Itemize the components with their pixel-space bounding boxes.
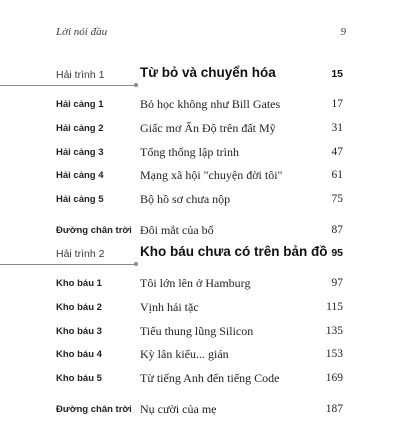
chapter-title: Tôi lớn lên ở Hamburg bbox=[140, 276, 251, 290]
part-label: Hải trình 2 bbox=[56, 248, 105, 260]
running-header-page-number: 9 bbox=[340, 26, 346, 38]
part-title: Kho báu chưa có trên bản đồ bbox=[140, 244, 328, 259]
chapter-label: Hải cảng 5 bbox=[56, 194, 104, 206]
closing-page-number: 187 bbox=[325, 402, 343, 415]
chapter-page-number: 31 bbox=[331, 121, 343, 134]
running-header-title: Lời nói đầu bbox=[56, 26, 108, 38]
chapter-title: Bỏ học không như Bill Gates bbox=[140, 97, 281, 111]
chapter-label: Kho báu 3 bbox=[56, 325, 102, 337]
toc-part-1 bbox=[0, 64, 400, 246]
chapter-title: Tiểu thung lũng Silicon bbox=[140, 323, 254, 338]
chapter-entry[interactable] bbox=[0, 96, 400, 120]
chapter-page-number: 97 bbox=[331, 277, 343, 289]
chapter-entry[interactable] bbox=[0, 370, 400, 394]
closing-entry[interactable] bbox=[0, 401, 400, 425]
chapter-entry[interactable] bbox=[0, 346, 400, 370]
chapter-page-number: 153 bbox=[325, 348, 343, 361]
closing-title: Đôi mắt của bố bbox=[140, 222, 214, 237]
toc-part-2 bbox=[0, 243, 400, 425]
chapter-page-number: 115 bbox=[326, 300, 343, 313]
chapter-label: Hải cảng 3 bbox=[56, 146, 104, 158]
chapter-entry[interactable] bbox=[0, 299, 400, 323]
part-page-number: 95 bbox=[331, 247, 343, 259]
chapter-page-number: 169 bbox=[325, 372, 343, 385]
part-divider-dot bbox=[134, 262, 138, 266]
chapter-entry[interactable] bbox=[0, 167, 400, 191]
chapter-list bbox=[0, 96, 400, 246]
chapter-title: Từ tiếng Anh đến tiếng Code bbox=[140, 371, 280, 386]
chapter-entry[interactable] bbox=[0, 144, 400, 168]
chapter-entry[interactable] bbox=[0, 275, 400, 299]
part-heading[interactable] bbox=[0, 64, 400, 90]
part-label: Hải trình 1 bbox=[56, 69, 105, 81]
part-divider-dot bbox=[134, 83, 138, 87]
chapter-label: Kho báu 4 bbox=[56, 349, 102, 361]
chapter-page-number: 61 bbox=[331, 169, 343, 182]
chapter-label: Kho báu 2 bbox=[56, 301, 102, 313]
chapter-title: Bộ hồ sơ chưa nộp bbox=[140, 192, 231, 207]
chapter-title: Tổng thống lập trình bbox=[140, 144, 239, 159]
part-heading[interactable] bbox=[0, 243, 400, 269]
closing-title: Nụ cười của mẹ bbox=[140, 401, 217, 416]
chapter-label: Hải cảng 1 bbox=[56, 99, 104, 110]
part-title: Từ bỏ và chuyển hóa bbox=[140, 65, 276, 80]
closing-label: Đường chân trời bbox=[56, 224, 132, 236]
chapter-page-number: 47 bbox=[331, 145, 343, 158]
part-page-number: 15 bbox=[331, 68, 343, 80]
chapter-title: Giấc mơ Ấn Độ trên đất Mỹ bbox=[140, 120, 276, 135]
chapter-page-number: 135 bbox=[325, 324, 343, 337]
chapter-label: Hải cảng 4 bbox=[56, 170, 104, 182]
chapter-entry[interactable] bbox=[0, 323, 400, 347]
part-divider-line bbox=[0, 264, 136, 265]
chapter-label: Hải cảng 2 bbox=[56, 122, 104, 134]
chapter-title: Kỳ lân kiểu... gián bbox=[140, 347, 229, 362]
chapter-page-number: 75 bbox=[331, 193, 343, 206]
chapter-list bbox=[0, 275, 400, 425]
closing-page-number: 87 bbox=[331, 223, 343, 236]
chapter-title: Mạng xã hội "chuyện đời tôi" bbox=[140, 168, 283, 183]
closing-label: Đường chân trời bbox=[56, 403, 132, 415]
chapter-entry[interactable] bbox=[0, 120, 400, 144]
chapter-label: Kho báu 5 bbox=[56, 373, 102, 385]
chapter-entry[interactable] bbox=[0, 191, 400, 215]
chapter-page-number: 17 bbox=[331, 98, 343, 110]
part-divider-line bbox=[0, 85, 136, 86]
chapter-label: Kho báu 1 bbox=[56, 278, 102, 289]
chapter-title: Vịnh hải tặc bbox=[140, 299, 199, 314]
running-header bbox=[56, 26, 346, 38]
